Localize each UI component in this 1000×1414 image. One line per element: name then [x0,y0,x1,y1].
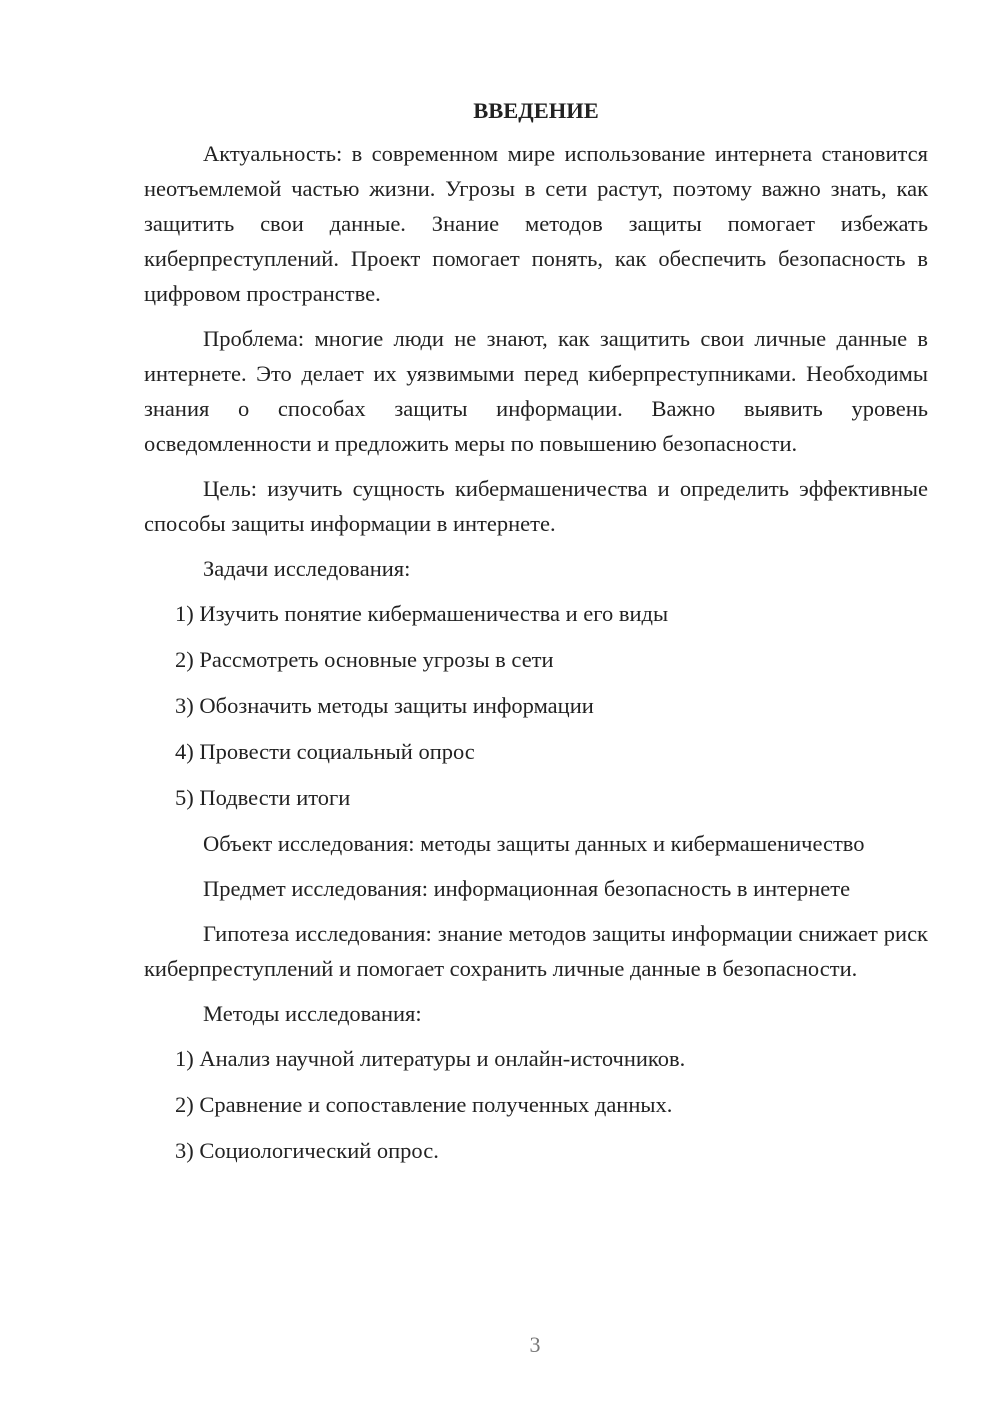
methods-heading: Методы исследования: [203,1001,422,1026]
relevance-paragraph: Актуальность: в современном мире использование интернета становится неотъемлемой частью жизни. Угрозы в сети растут, поэтому важно знать, как защитить свои данные. Знание методов защиты помогает избежать киберпреступлений. Проект помогает понять, как обеспечить безопасность в цифровом пространстве. [144,141,928,306]
page-number: 3 [529,1332,541,1357]
goal-paragraph: Цель: изучить сущность кибермашеничества и определить эффективные способы защиты информации в интернете. [144,476,928,536]
task-item: 5) Подвести итоги [175,785,351,810]
subject-paragraph: Предмет исследования: информационная безопасность в интернете [203,876,851,901]
task-item: 3) Обозначить методы защиты информации [175,693,594,718]
tasks-heading: Задачи исследования: [203,556,411,581]
method-item: 3) Социологический опрос. [175,1138,439,1163]
section-title: ВВЕДЕНИЕ [473,98,599,123]
object-paragraph: Объект исследования: методы защиты данных и кибермашеничество [203,831,865,856]
task-item: 1) Изучить понятие кибермашеничества и его виды [175,601,669,626]
problem-paragraph: Проблема: многие люди не знают, как защитить свои личные данные в интернете. Это делает их уязвимыми перед киберпреступниками. Необходимы знания о способах защиты информации. Важно выявить уровень осведомленности и предложить меры по повышению безопасности. [144,326,928,456]
method-item: 2) Сравнение и сопоставление полученных данных. [175,1092,673,1117]
method-item: 1) Анализ научной литературы и онлайн-источников. [175,1046,686,1071]
document-body [144,96,928,1179]
task-item: 4) Провести социальный опрос [175,739,475,764]
task-item: 2) Рассмотреть основные угрозы в сети [175,647,554,672]
hypothesis-paragraph: Гипотеза исследования: знание методов защиты информации снижает риск киберпреступлений и помогает сохранить личные данные в безопасности. [144,921,928,981]
